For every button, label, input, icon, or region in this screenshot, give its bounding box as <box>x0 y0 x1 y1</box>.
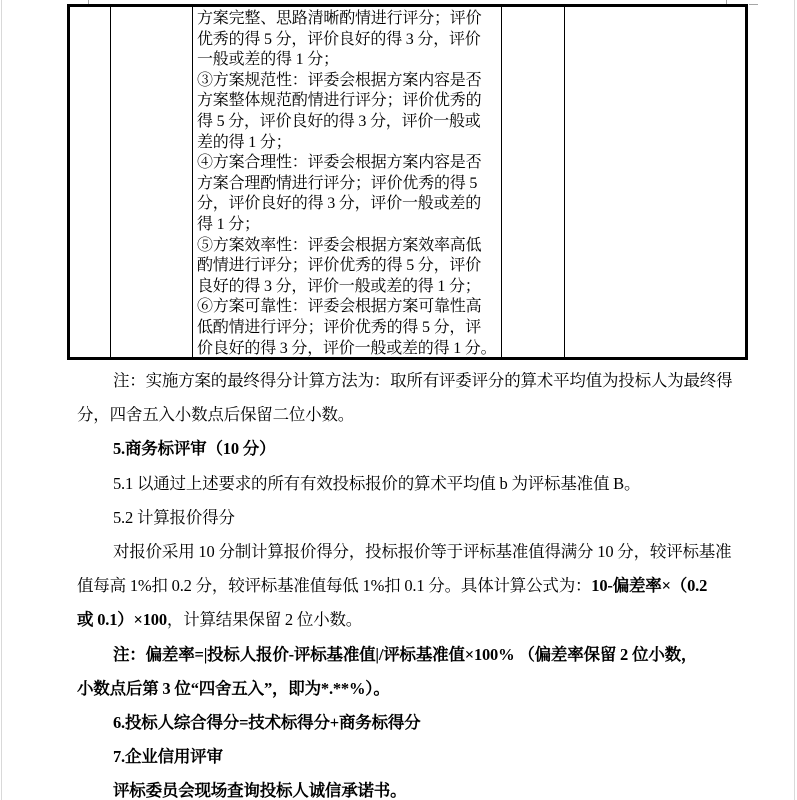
criteria-line: ③方案规范性：评委会根据方案内容是否 <box>197 71 482 89</box>
table-cell-criteria[interactable] <box>192 7 501 357</box>
criteria-line: 酌情进行评分；评价优秀的得 5 分，评价 <box>197 257 482 275</box>
body-line[interactable] <box>77 638 743 672</box>
text-segment: 5.商务标评审（10 分） <box>113 439 276 459</box>
text-segment: 分，四舍五入小数点后保留二位小数。 <box>77 405 355 425</box>
table-cell-empty-5[interactable] <box>564 7 745 357</box>
body-line[interactable] <box>77 774 743 800</box>
text-boundary-mark-corner <box>749 4 758 5</box>
text-segment: 值每高 1%扣 0.2 分，较评标基准值每低 1%扣 0.1 分。具体计算公式为： <box>77 576 592 596</box>
text-segment: 小数点后第 3 位“四舍五入”，即为*.**%）。 <box>77 678 390 698</box>
criteria-line: ⑤方案效率性：评委会根据方案效率高低 <box>197 236 482 254</box>
body-line[interactable] <box>77 535 743 569</box>
criteria-line: 一般或差的得 1 分； <box>197 51 339 69</box>
body-line[interactable] <box>77 569 743 603</box>
body-line[interactable] <box>77 672 743 706</box>
table-cell-empty-4[interactable] <box>501 7 564 357</box>
text-segment: 注：实施方案的最终得分计算方法为：取所有评委评分的算术平均值为投标人为最终得 <box>113 371 733 390</box>
page-right-edge <box>794 0 795 800</box>
body-line[interactable] <box>77 603 743 637</box>
text-segment: 10-偏差率×（0.2 <box>591 576 708 596</box>
text-segment: 注：偏差率=|投标人报价-评标基准值|/评标基准值×100% （偏差率保留 2 位小数， <box>113 644 698 664</box>
text-segment: 6.投标人综合得分=技术标得分+商务标得分 <box>113 712 421 732</box>
criteria-line: 得 1 分； <box>197 215 260 233</box>
criteria-line: ④方案合理性：评委会根据方案内容是否 <box>197 154 482 172</box>
criteria-line: 优秀的得 5 分，评价良好的得 3 分，评价 <box>197 30 481 48</box>
criteria-line: 方案整体规范酌情进行评分；评价优秀的 <box>197 92 482 110</box>
text-segment: 7.企业信用评审 <box>113 747 223 767</box>
body-line[interactable] <box>77 432 743 466</box>
body-text-block <box>77 364 743 800</box>
text-segment: ，计算结果保留 2 位小数。 <box>166 610 363 630</box>
body-line[interactable] <box>77 364 743 398</box>
criteria-line: 差的得 1 分； <box>197 133 292 151</box>
text-segment: 或 0.1）×100 <box>77 610 167 630</box>
criteria-cell-text <box>197 9 499 359</box>
evaluation-table <box>67 4 748 360</box>
text-segment: 对报价采用 10 分制计算报价得分，投标报价等于评标基准值得满分 10 分，较评标基准 <box>113 541 732 561</box>
body-line[interactable] <box>77 501 743 535</box>
body-line[interactable] <box>77 706 743 740</box>
text-segment: 5.2 计算报价得分 <box>113 507 235 527</box>
criteria-line: 低酌情进行评分；评价优秀的得 5 分，评 <box>197 318 482 336</box>
criteria-line: 良好的得 3 分，评价一般或差的得 1 分； <box>197 277 481 295</box>
table-cell-empty-2[interactable] <box>110 7 192 357</box>
text-segment: 评标委员会现场查询投标人诚信承诺书。 <box>113 781 407 800</box>
body-line[interactable] <box>77 398 743 432</box>
criteria-line: 方案合理酌情进行评分；评价优秀的得 5 <box>197 174 478 192</box>
criteria-line: 价良好的得 3 分，评价一般或差的得 1 分。 <box>197 339 497 357</box>
text-segment: 5.1 以通过上述要求的所有有效投标报价的算术平均值 b 为评标基准值 B。 <box>113 473 641 493</box>
body-line[interactable] <box>77 467 743 501</box>
body-line[interactable] <box>77 740 743 774</box>
criteria-line: 得 5 分，评价良好的得 3 分，评价一般或 <box>197 112 481 130</box>
criteria-line: 分，评价良好的得 3 分，评价一般或差的 <box>197 195 482 213</box>
criteria-line: 方案完整、思路清晰酌情进行评分；评价 <box>197 10 482 27</box>
table-cell-empty-1[interactable] <box>70 7 110 357</box>
criteria-line: ⑥方案可靠性：评委会根据方案可靠性高 <box>197 298 482 316</box>
page-left-edge <box>1 0 2 800</box>
